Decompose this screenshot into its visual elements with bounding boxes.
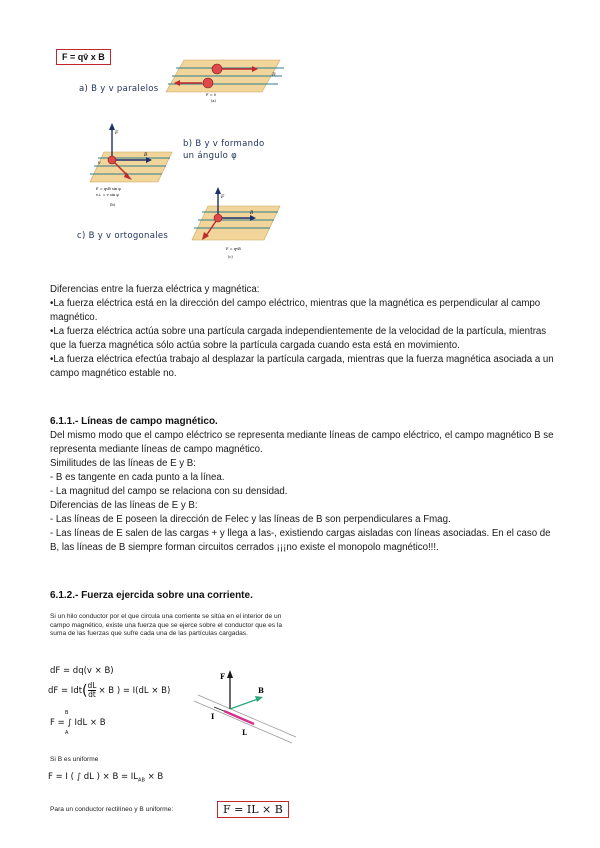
equation-F-uniform — [48, 772, 163, 784]
figure-c-arrowhead — [215, 187, 221, 194]
differences-item-2: •La fuerza eléctrica actúa sobre una partícula cargada independientemente de la velocidad de la partícula, mientras que la fuerza magnética sólo actúa sobre la partícula cargada cuando esta está en movimiento. — [50, 326, 547, 351]
figure-a-charge-1 — [212, 64, 222, 74]
fig-label-b-line2: un ángulo φ — [183, 151, 238, 161]
differences-intro: Diferencias entre la fuerza eléctrica y magnética: — [50, 284, 260, 295]
straight-conductor-note: Para un conductor rectilíneo y B uniforme: — [50, 806, 174, 813]
figure-c-caption: F = qvB — [226, 247, 241, 251]
figure-c-tag: (c) — [228, 255, 233, 259]
figure-c-orthogonal — [188, 178, 284, 268]
figure-a-B-label: B — [272, 72, 276, 78]
figure-c-charge — [214, 214, 222, 222]
differences-item-3: •La fuerza eléctrica efectúa trabajo al desplazar la partícula cargada, mientras que la fuerza magnética asociada a un campo magnético estable no. — [50, 354, 554, 379]
equation-F-uniform-sub: AB — [138, 777, 145, 784]
conductor-F-label: F — [220, 672, 225, 681]
uniform-note: Si B es uniforme — [50, 756, 99, 763]
figure-b-plane — [90, 152, 172, 182]
section-6-1-1-line: Del mismo modo que el campo eléctrico se representa mediante líneas de campo eléctrico, el campo magnético B se representa mediante líneas de campo magnético. — [50, 430, 554, 455]
section-6-1-1-line: Diferencias de las líneas de E y B: — [50, 500, 198, 511]
equation-fraction-num: dL — [87, 681, 97, 690]
figure-b-caption-1: F = qvB sin φ — [96, 187, 121, 191]
fig-label-c: c) B y v ortogonales — [77, 231, 169, 241]
section-6-1-1-heading: 6.1.1.- Líneas de campo magnético. — [50, 416, 218, 427]
section-6-1-1-line: - Las líneas de E poseen la dirección de Felec y las líneas de B son perpendiculares a Fmag. — [50, 514, 451, 525]
figure-b-caption-2: v⊥ = v sin φ — [96, 193, 119, 197]
final-formula-box — [217, 801, 289, 818]
conductor-force-arrowhead — [227, 670, 233, 678]
equation-dF-current — [48, 682, 170, 699]
figure-a-parallel — [162, 52, 290, 118]
figure-b-F-label: F — [115, 131, 119, 136]
equation-integral-lower: A — [65, 730, 69, 736]
conductor-I-label: I — [211, 712, 215, 721]
figure-b-v-label: v — [98, 161, 101, 166]
equation-integral-upper: B — [65, 710, 69, 716]
section-6-1-2-paragraph: Si un hilo conductor por el que circula una corriente se sitúa en el interior de un campo magnético, existe una fuerza que se ejerce sobre el conductor que es la suma de las fuerzas que sufre cada una de las partículas cargadas. — [50, 613, 283, 638]
figure-b-arrowhead — [109, 123, 115, 130]
equation-F-uniform-body: F = I ( ∫ dL ) × B = IL — [48, 772, 139, 782]
equation-integral-body: F = ∫ IdL × B — [50, 718, 106, 728]
final-formula: F = IL × B — [223, 803, 283, 816]
figure-conductor — [192, 665, 302, 745]
section-6-1-1-line: - B es tangente en cada punto a la línea. — [50, 472, 225, 483]
section-6-1-1-line: - Las líneas de E salen de las cargas + y llega a las-, existiendo cargas aisladas con líneas asociadas. En el caso de B, las líneas de B siempre forman circuitos cerrados ¡¡¡no existe el monopolo magnético!!!. — [50, 528, 551, 553]
section-6-1-1-line: - La magnitud del campo se relaciona con su densidad. — [50, 486, 288, 497]
differences-item-1: •La fuerza eléctrica está en la dirección del campo eléctrico, mientras que la magnética es perpendicular al campo magnético. — [50, 298, 541, 323]
lorentz-formula-box — [56, 49, 111, 65]
figure-c-F-label: F — [221, 195, 225, 200]
fig-label-b-line1: b) B y v formando — [183, 139, 265, 149]
equation-paren: ( — [82, 682, 88, 699]
figure-b-angle — [86, 120, 178, 216]
figure-b-tag: (b) — [110, 203, 116, 207]
fig-label-a: a) B y v paralelos — [79, 84, 159, 94]
equation-fraction — [88, 682, 97, 699]
lorentz-formula: F = qv̄ x B — [62, 52, 105, 62]
section-6-1-1-body — [50, 429, 555, 555]
section-6-1-1-line: Similitudes de las líneas de E y B: — [50, 458, 196, 469]
figure-a-tag: (a) — [211, 99, 216, 103]
figure-a-caption: F = 0 — [206, 93, 217, 97]
conductor-B-label: B — [258, 686, 264, 695]
conductor-B-arrow — [230, 699, 258, 709]
figure-b-B-label: B — [144, 153, 148, 158]
differences-block — [50, 283, 555, 381]
equation-fraction-den: dt — [88, 690, 96, 699]
conductor-L-label: L — [242, 728, 247, 737]
figure-c-B-label: B — [250, 211, 254, 216]
equation-F-uniform-tail: × B — [144, 772, 164, 782]
figure-b-charge — [108, 156, 116, 164]
equation-dF-current-prefix: dF = Idt — [48, 685, 83, 696]
conductor-B-arrowhead — [255, 696, 263, 702]
equation-F-integral — [50, 710, 170, 738]
equation-dF-current-suffix: × B ) = I(dL × B) — [98, 685, 171, 696]
section-6-1-2-heading: 6.1.2.- Fuerza ejercida sobre una corriente. — [50, 590, 253, 601]
figure-a-charge-2 — [203, 78, 213, 88]
equation-dF-charge: dF = dq(v × B) — [50, 666, 114, 676]
